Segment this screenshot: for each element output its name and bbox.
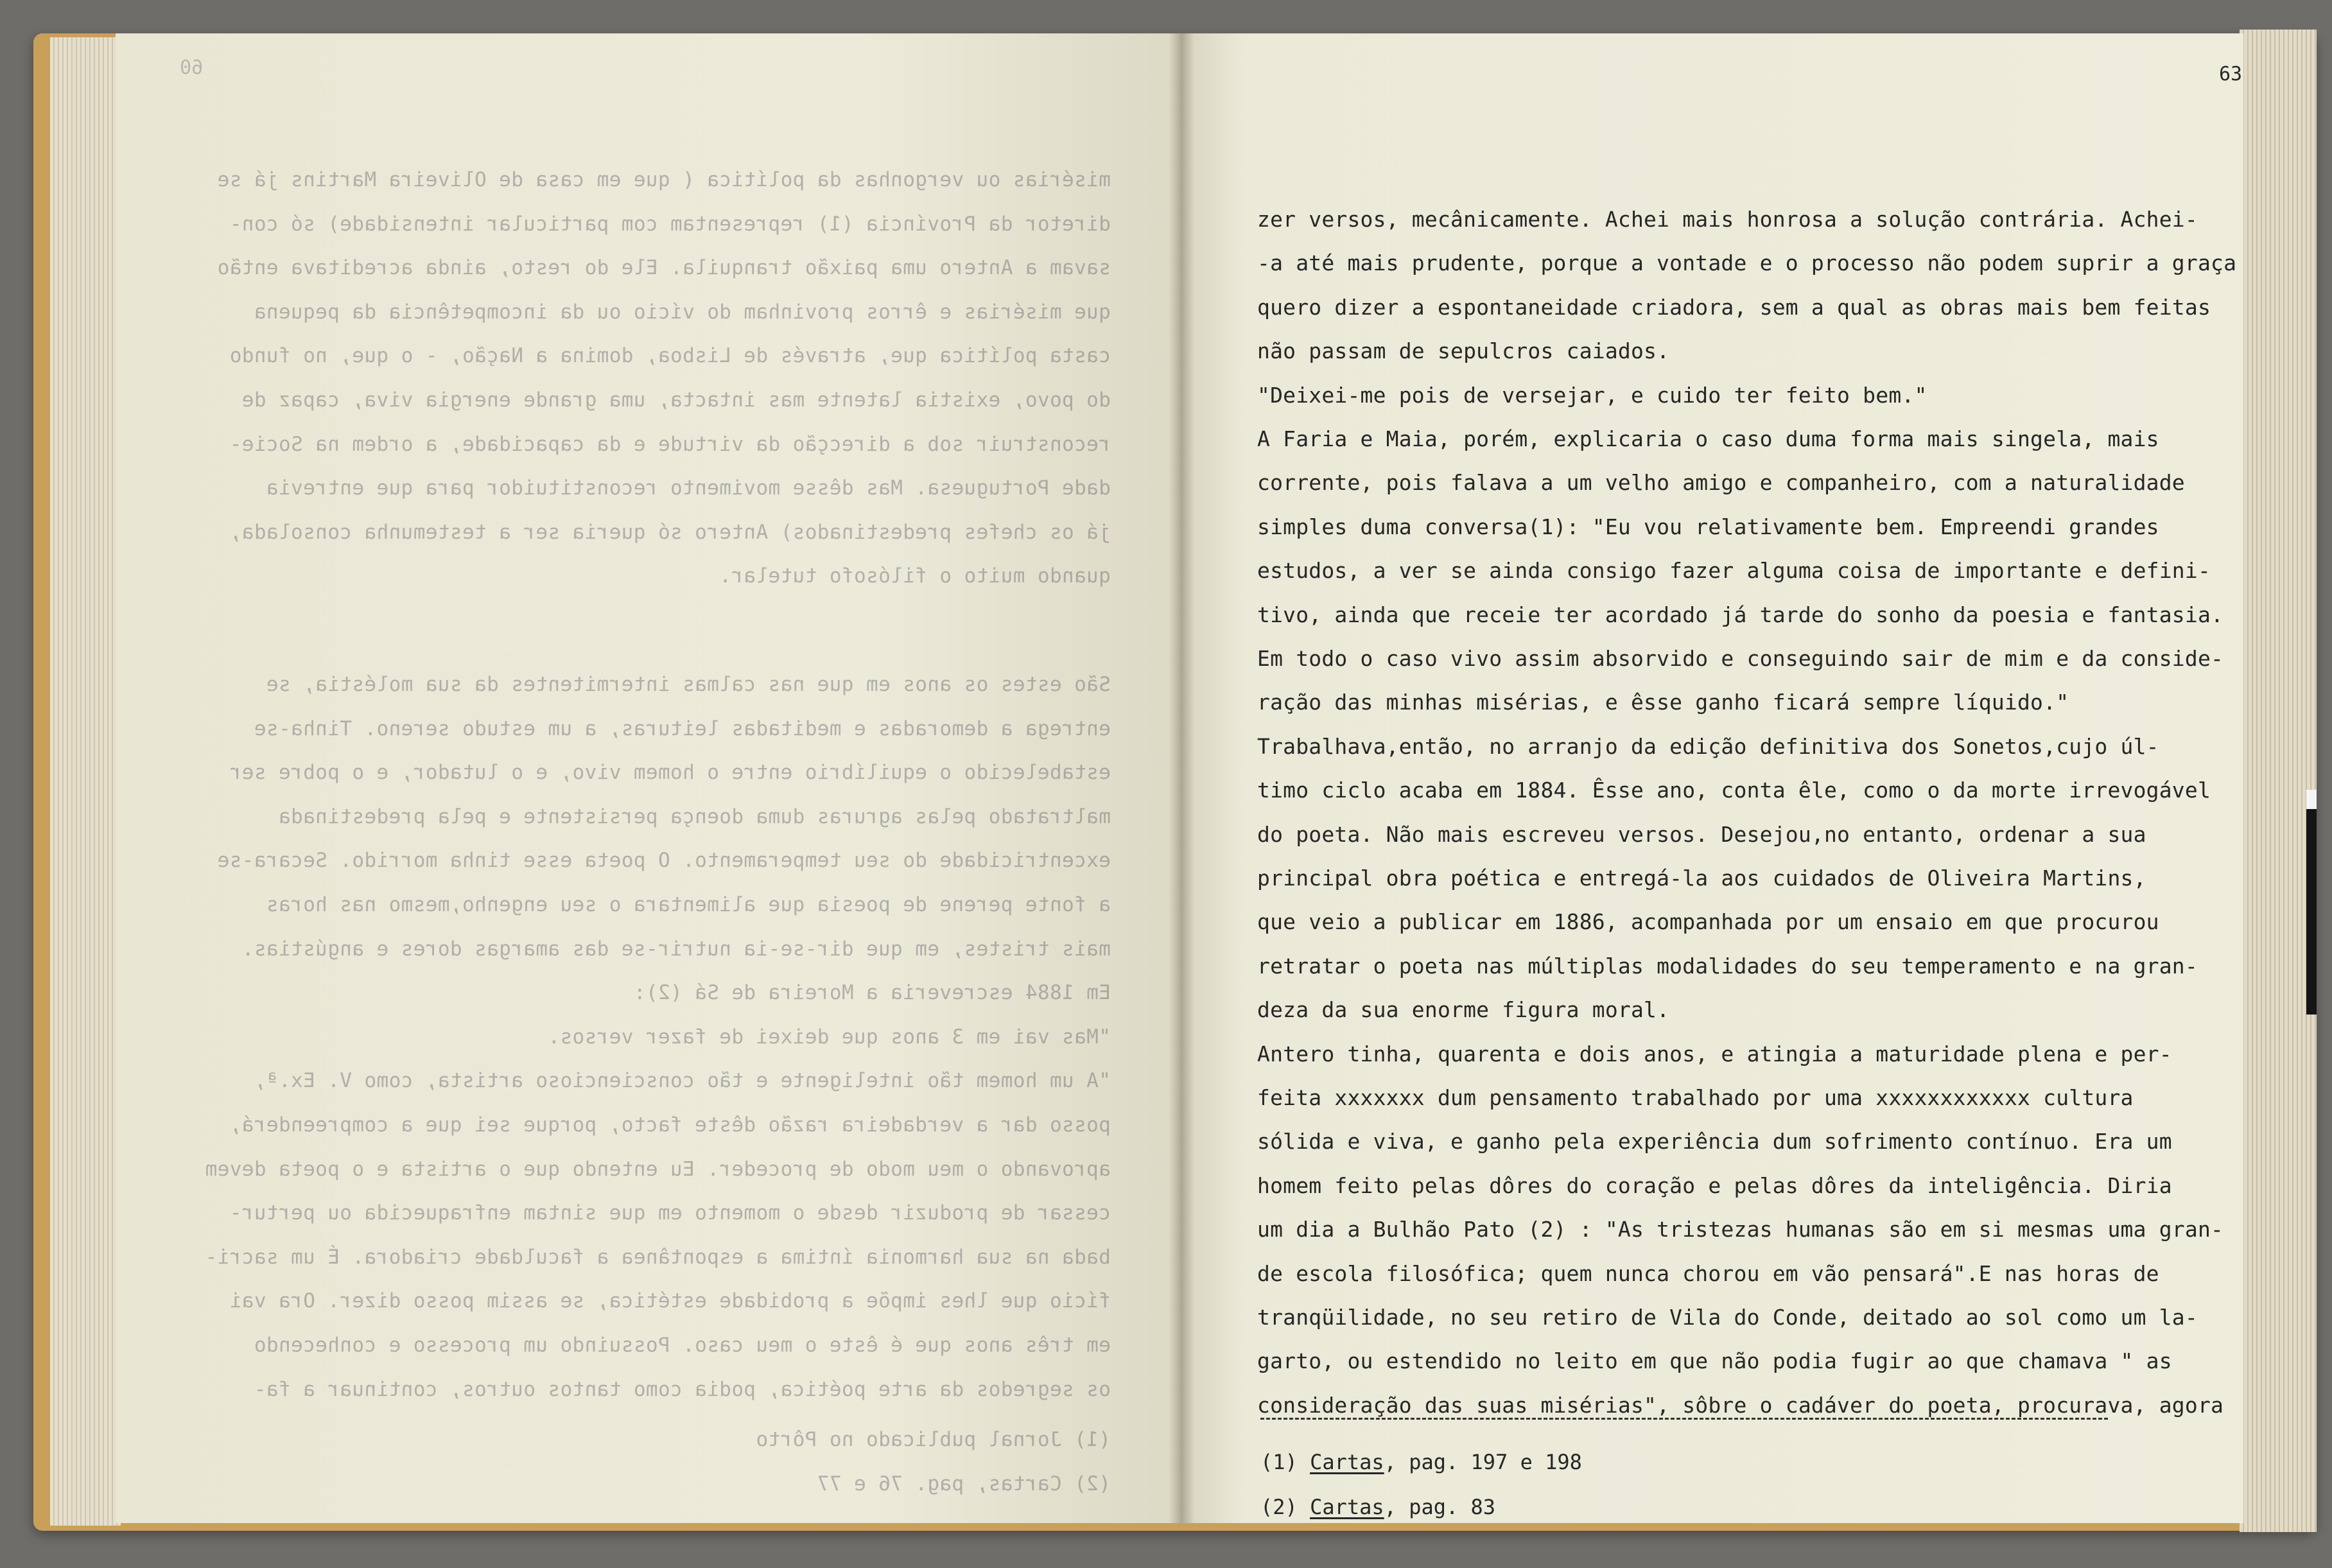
footnote-title: Cartas xyxy=(1310,1450,1384,1474)
body-line: A Faria e Maia, porém, explicaria o caso duma forma mais singela, mais xyxy=(1257,426,2159,451)
bleed-line: diretor da Província (1) representam com particular intensidade) só con- xyxy=(229,212,1111,236)
bleed-line: que misérias e êrros provinham do vício ou da incompetência da pequena xyxy=(254,300,1111,324)
body-line: quero dizer a espontaneidade criadora, sem a qual as obras mais bem feitas xyxy=(1257,294,2211,320)
bleed-line: já os chefes predestinados) Antero só queria ser a testemunha consolada, xyxy=(229,520,1111,544)
bleed-line: cessar de produzir desde o momento em que sintam enfraquecida ou pertur- xyxy=(229,1201,1111,1225)
bleed-line: "Mas vai em 3 anos que deixei de fazer versos. xyxy=(548,1025,1111,1049)
body-line: Antero tinha, quarenta e dois anos, e atingia a maturidade plena e per- xyxy=(1257,1041,2172,1067)
bleed-line: savam a Antero uma paixão tranquila. Ele do resto, ainda acreditava então xyxy=(217,256,1111,280)
body-line: corrente, pois falava a um velho amigo e companheiro, com a naturalidade xyxy=(1257,470,2185,496)
footnote-reference: , pag. 197 e 198 xyxy=(1384,1450,1582,1474)
body-line: simples duma conversa(1): "Eu vou relativamente bem. Empreendi grandes xyxy=(1257,514,2159,539)
bleed-line: os segredos da arte poética, podia como tantos outros, continuar a fa- xyxy=(254,1377,1111,1401)
body-line: ração das minhas misérias, e êsse ganho ficará sempre líquido." xyxy=(1257,690,2069,715)
body-line: não passam de sepulcros caiados. xyxy=(1257,338,1670,364)
left-page-number: 60 xyxy=(180,57,204,79)
body-line: feita xxxxxxx dum pensamento trabalhado por uma xxxxxxxxxxxx cultura xyxy=(1257,1085,2134,1110)
bleed-line: dade Portuguesa. Mas dêsse movimento reconstituidor para que entrevia xyxy=(266,476,1111,500)
body-line: Trabalhava,então, no arranjo da edição definitiva dos Sonetos,cujo úl- xyxy=(1257,733,2159,759)
body-line: de escola filosófica; quem nunca chorou em vão pensará".E nas horas de xyxy=(1257,1260,2159,1286)
body-line: garto, ou estendido no leito em que não podia fugir ao que chamava " as xyxy=(1257,1348,2172,1374)
footnote-separator xyxy=(1260,1418,2108,1420)
bleed-line: a fonte perene de poesia que alimentara o seu engenho,mesmo nas horas xyxy=(266,893,1111,916)
body-line: retratar o poeta nas múltiplas modalidades do seu temperamento e na gran- xyxy=(1257,953,2198,979)
bleed-line: fício que lhes impõe a probidade estética, se assim posso dizer. Ora vai xyxy=(229,1289,1111,1313)
footnote-title: Cartas xyxy=(1310,1495,1384,1519)
footnote xyxy=(1260,1450,1582,1474)
book-gutter xyxy=(1169,33,1194,1523)
bleed-line: maltratado pelas agruras duma doença persistente e pela predestinada xyxy=(278,805,1111,828)
body-line: principal obra poética e entregá-la aos cuidados de Oliveira Martins, xyxy=(1257,866,2146,891)
body-line: consideração das suas misérias", sôbre o cadáver do poeta, procurava, agora xyxy=(1257,1392,2224,1418)
bleed-line: aprovando o meu modo de proceder. Eu entendo que o artista e o poeta devem xyxy=(205,1157,1111,1181)
body-line: tivo, ainda que receie ter acordado já tarde do sonho da poesia e fantasia. xyxy=(1257,602,2224,627)
right-page-number: 63 xyxy=(2219,63,2243,85)
left-page xyxy=(116,33,1181,1523)
color-ruler-strip xyxy=(2306,809,2317,1015)
bleed-line: estabelecido o equilíbrio entre o homem vivo, e o lutador, e o pobre ser xyxy=(229,761,1111,785)
bleed-line: do povo, existia latente mas intacta, uma grande energia viva, capaz de xyxy=(241,388,1111,412)
body-line: zer versos, mecânicamente. Achei mais honrosa a solução contrária. Achei- xyxy=(1257,207,2198,232)
body-line: estudos, a ver se ainda consigo fazer alguma coisa de importante e defini- xyxy=(1257,558,2211,584)
left-page-edges xyxy=(50,37,121,1526)
bleed-line: Em 1884 escreveria a Moreira de Sá (2): xyxy=(633,981,1111,1005)
body-line: deza da sua enorme figura moral. xyxy=(1257,997,1670,1023)
footnote-marker: (1) xyxy=(1260,1450,1310,1474)
bleed-line: misérias ou vergonhas da política ( que em casa de Oliveira Martins já se xyxy=(217,168,1111,191)
bleed-line: em três anos que é êste o meu caso. Possuindo um processo e conhecendo xyxy=(254,1334,1111,1357)
body-line: sólida e viva, e ganho pela experiência dum sofrimento contínuo. Era um xyxy=(1257,1129,2172,1154)
bleed-line: mais tristes, em que dir-se-ia nutrir-se das amargas dores e angústias. xyxy=(241,937,1111,961)
bleed-line: quando muito o filósofo tutelar. xyxy=(718,564,1111,588)
bleed-line: posso dar a verdadeira razão dêste facto, porque sei que a compreenderá, xyxy=(229,1113,1111,1137)
bleed-line: bada na sua harmonia íntima a espontânea a faculdade criadora. É um sacri- xyxy=(205,1245,1111,1269)
right-page xyxy=(1180,33,2243,1523)
right-page-edges xyxy=(2240,30,2317,1532)
body-line: do poeta. Não mais escreveu versos. Desejou,no entanto, ordenar a sua xyxy=(1257,821,2146,847)
body-line: timo ciclo acaba em 1884. Êsse ano, conta êle, como o da morte irrevogável xyxy=(1257,778,2211,803)
body-line: Em todo o caso vivo assim absorvido e conseguindo sair de mim e da conside- xyxy=(1257,646,2224,671)
bleed-line: (1) Jornal publicado no Pôrto xyxy=(756,1428,1111,1452)
bleed-line: reconstruir sob a direcção da virtude e da capacidade, a ordem na Socie- xyxy=(229,432,1111,456)
bleed-line: São estes os anos em que nas calmas intermitentes da sua moléstia, se xyxy=(266,673,1111,696)
bleed-line: excentricidade do seu temperamento. O poeta esse tinha morrido. Secara-se xyxy=(217,849,1111,873)
bleed-line: casta política que, através de Lisboa, domina a Nação, - o que, no fundo xyxy=(229,344,1111,368)
footnote-marker: (2) xyxy=(1260,1495,1310,1519)
bleed-line: "A um homem tão inteligente e tão consciencioso artista, como V. Ex.ª, xyxy=(254,1069,1111,1093)
bleed-line: (2) Cartas, pag. 76 e 77 xyxy=(817,1472,1111,1495)
body-line: que veio a publicar em 1886, acompanhada por um ensaio em que procurou xyxy=(1257,909,2159,935)
body-line: homem feito pelas dôres do coração e pelas dôres da inteligência. Diria xyxy=(1257,1172,2172,1198)
footnote xyxy=(1260,1495,1495,1519)
footnote-reference: , pag. 83 xyxy=(1384,1495,1496,1519)
bleed-line: entrega a demoradas e meditadas leituras, a um estudo sereno. Tinha-se xyxy=(254,717,1111,740)
body-line: um dia a Bulhão Pato (2) : "As tristezas humanas são em si mesmas uma gran- xyxy=(1257,1217,2224,1242)
body-line: tranqüilidade, no seu retiro de Vila do Conde, deitado ao sol como um la- xyxy=(1257,1305,2198,1330)
body-line: "Deixei-me pois de versejar, e cuido ter feito bem." xyxy=(1257,382,1927,408)
bleed-through-text xyxy=(116,33,1181,1523)
color-ruler-light xyxy=(2306,790,2317,809)
body-line: -a até mais prudente, porque a vontade e o processo não podem suprir a graça xyxy=(1257,250,2237,276)
